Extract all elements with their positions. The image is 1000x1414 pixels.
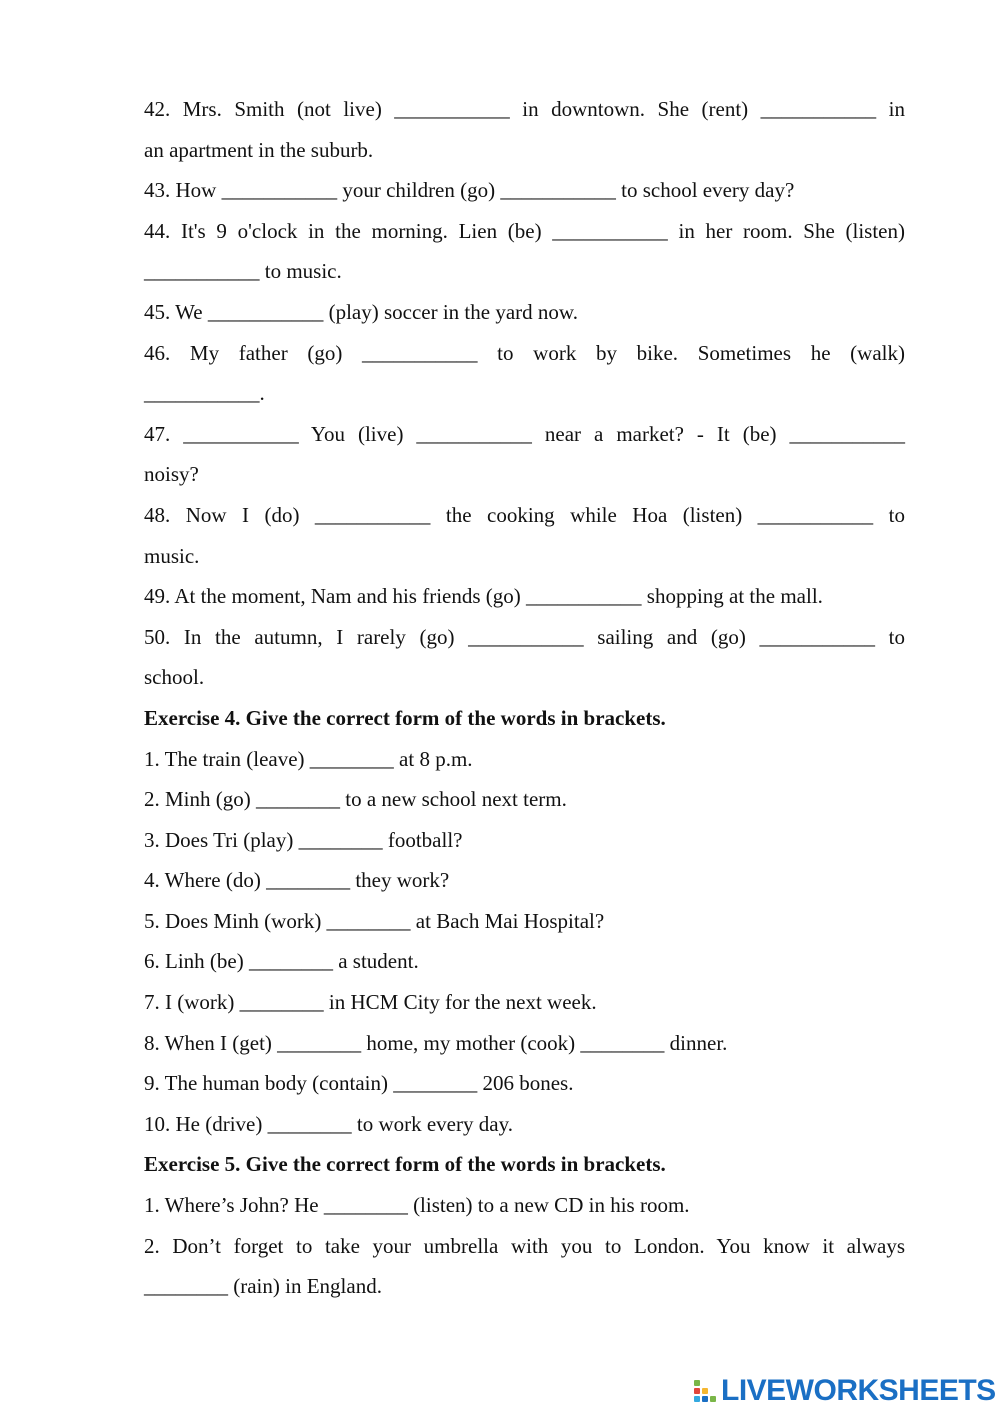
- question-42-line-2: an apartment in the suburb.: [144, 137, 374, 162]
- exercise-4-item-7: 7. I (work) ________ in HCM City for the next week.: [144, 990, 597, 1015]
- question-49: 49. At the moment, Nam and his friends (go) ___________ shopping at the mall.: [144, 584, 823, 609]
- exercise-4-item-10: 10. He (drive) ________ to work every day.: [144, 1111, 513, 1136]
- question-48-line-2: music.: [144, 543, 200, 568]
- exercise-4-heading: Exercise 4. Give the correct form of the words in brackets.: [144, 705, 666, 730]
- worksheet-content: [144, 89, 905, 1307]
- exercise-5-item-1: 1. Where’s John? He ________ (listen) to a new CD in his room.: [144, 1193, 690, 1218]
- question-47-line-1: 47. ___________ You (live) ___________ near a market? - It (be) ___________: [144, 421, 905, 446]
- question-50-line-1: 50. In the autumn, I rarely (go) ___________ sailing and (go) ___________ to: [144, 624, 905, 649]
- exercise-4-item-8: 8. When I (get) ________ home, my mother (cook) ________ dinner.: [144, 1030, 728, 1055]
- exercise-5-item-2-line-2: ________ (rain) in England.: [144, 1274, 382, 1299]
- exercise-4-item-5: 5. Does Minh (work) ________ at Bach Mai Hospital?: [144, 908, 605, 933]
- liveworksheets-logo: [693, 1374, 996, 1408]
- exercise-4-item-1: 1. The train (leave) ________ at 8 p.m.: [144, 746, 473, 771]
- question-48-line-1: 48. Now I (do) ___________ the cooking while Hoa (listen) ___________ to: [144, 502, 905, 527]
- liveworksheets-logo-text: LIVEWORKSHEETS: [721, 1374, 996, 1407]
- question-47-line-2: noisy?: [144, 462, 199, 487]
- exercise-4-item-9: 9. The human body (contain) ________ 206 bones.: [144, 1071, 574, 1096]
- exercise-4-item-4: 4. Where (do) ________ they work?: [144, 868, 450, 893]
- question-50-line-2: school.: [144, 665, 205, 690]
- question-44-line-2: ___________ to music.: [144, 259, 342, 284]
- question-46-line-2: ___________.: [144, 381, 265, 406]
- exercise-5-item-2-line-1: 2. Don’t forget to take your umbrella with you to London. You know it always: [144, 1233, 905, 1258]
- question-42-line-1: 42. Mrs. Smith (not live) ___________ in downtown. She (rent) ___________ in: [144, 97, 905, 121]
- question-44-line-1: 44. It's 9 o'clock in the morning. Lien (be) ___________ in her room. She (listen): [144, 218, 905, 243]
- exercise-4-item-2: 2. Minh (go) ________ to a new school next term.: [144, 787, 567, 812]
- question-43: 43. How ___________ your children (go) ___________ to school every day?: [144, 178, 795, 203]
- exercise-5-heading: Exercise 5. Give the correct form of the words in brackets.: [144, 1152, 666, 1177]
- liveworksheets-logo-icon: [693, 1378, 719, 1404]
- question-46-line-1: 46. My father (go) ___________ to work by bike. Sometimes he (walk): [144, 340, 905, 365]
- question-45: 45. We ___________ (play) soccer in the yard now.: [144, 299, 578, 324]
- exercise-4-item-3: 3. Does Tri (play) ________ football?: [144, 827, 463, 852]
- exercise-4-item-6: 6. Linh (be) ________ a student.: [144, 949, 419, 974]
